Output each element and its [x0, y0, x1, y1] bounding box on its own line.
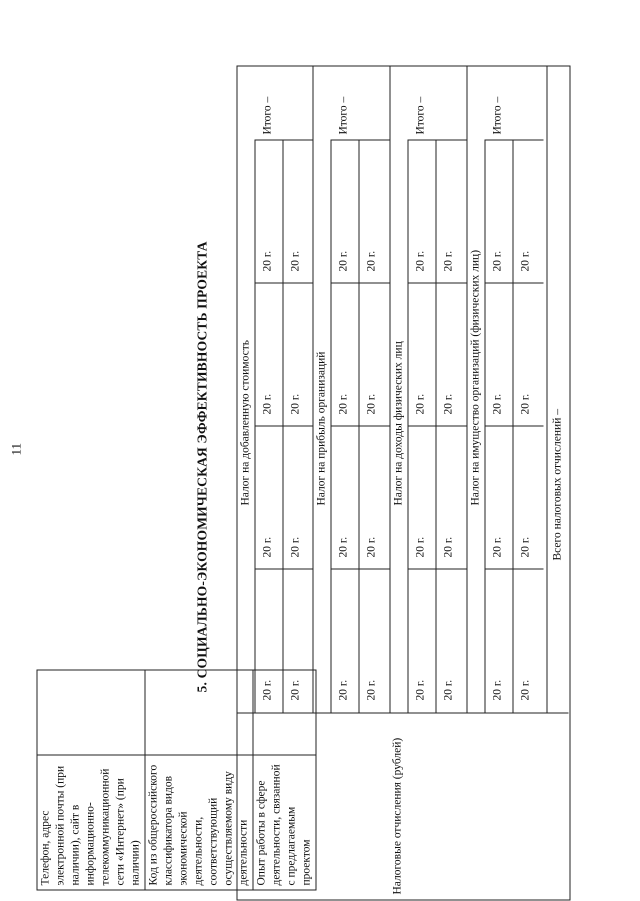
divider-line [254, 141, 255, 713]
divider-line [407, 140, 466, 141]
tax-row-label: Налоговые отчисления (рублей) [391, 737, 403, 895]
year-cell: 20 г. [442, 250, 454, 272]
year-cell: 20 г. [337, 679, 349, 701]
year-cell: 20 г. [261, 536, 273, 558]
divider-line [330, 141, 331, 713]
total-label: Итого – [337, 96, 349, 135]
divider-line [236, 67, 237, 713]
divider-line [254, 140, 313, 141]
row-label: Телефон, адрес электронной почты (при наличии), сайт в информационно-телекоммуникационной сети «Интернет» (при наличии) [37, 755, 145, 890]
row-label: Код из общероссийского классификатора видов экономической деятельности, соответствующий осуществляемому виду деятельности [145, 755, 253, 890]
year-cell: 20 г. [337, 250, 349, 272]
section-title: 5. СОЦИАЛЬНО-ЭКОНОМИЧЕСКАЯ ЭФФЕКТИВНОСТЬ ПРОЕКТА [194, 241, 209, 693]
divider-line [484, 283, 543, 284]
year-cell: 20 г. [519, 536, 531, 558]
year-cell: 20 г. [519, 393, 531, 415]
total-label: Итого – [414, 96, 426, 135]
divider-line [358, 141, 359, 713]
year-cell: 20 г. [491, 250, 503, 272]
tax-section-title: Налог на доходы физических лиц [392, 341, 404, 506]
divider-line [407, 141, 408, 713]
divider-line [330, 140, 389, 141]
divider-line [484, 426, 543, 427]
divider-line [484, 569, 543, 570]
divider-line [389, 67, 390, 713]
year-cell: 20 г. [289, 536, 301, 558]
year-cell: 20 г. [365, 679, 377, 701]
year-cell: 20 г. [519, 250, 531, 272]
year-cell: 20 г. [414, 536, 426, 558]
year-cell: 20 г. [519, 679, 531, 701]
tax-section-title: Налог на имущество организаций (физических лиц) [469, 249, 481, 506]
divider-line [407, 283, 466, 284]
divider-line [312, 67, 313, 713]
divider-line [435, 141, 436, 713]
year-cell: 20 г. [414, 250, 426, 272]
row-value [37, 670, 145, 755]
divider-line [484, 140, 543, 141]
tax-section-title: Налог на добавленную стоимость [239, 340, 251, 506]
divider-line [330, 569, 389, 570]
year-cell: 20 г. [365, 393, 377, 415]
divider-line [254, 283, 313, 284]
year-cell: 20 г. [365, 536, 377, 558]
year-cell: 20 г. [491, 393, 503, 415]
row-label: Опыт работы в сфере деятельности, связанной с предлагаемым проектом [253, 755, 316, 890]
tax-section-title: Налог на прибыль организаций [315, 351, 327, 506]
divider-line [330, 283, 389, 284]
year-cell: 20 г. [491, 679, 503, 701]
divider-line [407, 426, 466, 427]
year-cell: 20 г. [289, 250, 301, 272]
divider-line [282, 141, 283, 713]
year-cell: 20 г. [442, 393, 454, 415]
grand-total-label: Всего налоговых отчислений – [551, 409, 563, 561]
year-cell: 20 г. [491, 536, 503, 558]
year-cell: 20 г. [442, 679, 454, 701]
year-cell: 20 г. [261, 250, 273, 272]
divider-line [254, 569, 313, 570]
divider-line [466, 67, 467, 713]
divider-line [512, 141, 513, 713]
year-cell: 20 г. [261, 393, 273, 415]
year-cell: 20 г. [261, 679, 273, 701]
table-row [37, 670, 145, 890]
year-cell: 20 г. [414, 679, 426, 701]
divider-line [254, 426, 313, 427]
year-cell: 20 г. [442, 536, 454, 558]
year-cell: 20 г. [289, 393, 301, 415]
year-cell: 20 г. [414, 393, 426, 415]
page-number: 11 [8, 442, 23, 456]
total-label: Итого – [261, 96, 273, 135]
year-cell: 20 г. [337, 393, 349, 415]
year-cell: 20 г. [289, 679, 301, 701]
total-label: Итого – [491, 96, 503, 135]
year-cell: 20 г. [365, 250, 377, 272]
divider-line [407, 569, 466, 570]
year-cell: 20 г. [337, 536, 349, 558]
divider-line [330, 426, 389, 427]
divider-line [484, 141, 485, 713]
